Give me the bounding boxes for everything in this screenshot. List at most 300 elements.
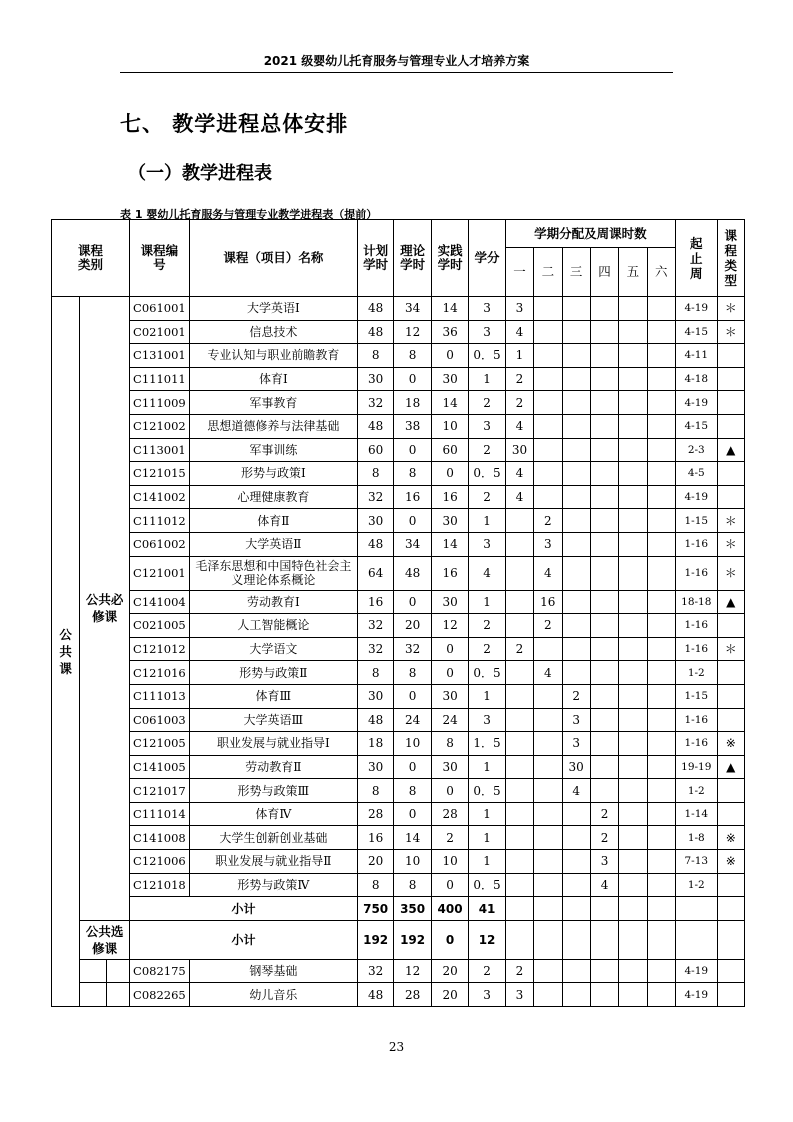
practice-hours: 8: [431, 732, 468, 756]
semester-hours-4: 4: [590, 873, 618, 897]
course-name: 幼儿音乐: [189, 983, 357, 1007]
semester-hours-5: [619, 637, 647, 661]
theory-hours: 10: [394, 732, 431, 756]
subtotal-row: [52, 897, 745, 921]
header-theory-hours: 理论 学时: [394, 220, 431, 297]
table-row: [52, 414, 745, 438]
theory-hours: 8: [394, 873, 431, 897]
semester-hours-6: [647, 320, 675, 344]
table-row: [52, 532, 745, 556]
semester-hours-1: [505, 802, 533, 826]
table-row: [52, 802, 745, 826]
semester-hours-5: [619, 708, 647, 732]
plan-hours: 64: [357, 556, 393, 590]
practice-hours: 28: [431, 802, 468, 826]
subtotal-empty: [505, 920, 533, 959]
start-end-weeks: 4-19: [676, 983, 718, 1007]
semester-hours-4: [590, 661, 618, 685]
semester-hours-3: [562, 485, 590, 509]
semester-hours-6: [647, 873, 675, 897]
semester-hours-2: 3: [534, 532, 562, 556]
credits: 1: [469, 684, 505, 708]
semester-hours-6: [647, 637, 675, 661]
subtotal-empty: [717, 920, 744, 959]
semester-hours-4: [590, 367, 618, 391]
course-code: C111013: [129, 684, 189, 708]
semester-hours-5: [619, 684, 647, 708]
theory-hours: 38: [394, 414, 431, 438]
semester-hours-6: [647, 485, 675, 509]
category-public-required-label: 公共必修课: [85, 592, 124, 625]
semester-hours-2: [534, 367, 562, 391]
semester-hours-2: [534, 320, 562, 344]
semester-hours-2: [534, 755, 562, 779]
semester-hours-3: [562, 983, 590, 1007]
credits: 1: [469, 509, 505, 533]
course-code: C121001: [129, 556, 189, 590]
semester-hours-6: [647, 590, 675, 614]
course-type-mark: [717, 344, 744, 368]
course-type-mark: ＊: [717, 297, 744, 321]
table-row: [52, 462, 745, 486]
semester-hours-1: [505, 532, 533, 556]
theory-hours: 34: [394, 532, 431, 556]
semester-hours-1: 3: [505, 983, 533, 1007]
practice-hours: 2: [431, 826, 468, 850]
subtotal-empty: [562, 897, 590, 921]
semester-hours-1: [505, 614, 533, 638]
theory-hours: 10: [394, 850, 431, 874]
semester-hours-4: 2: [590, 802, 618, 826]
course-type-mark: [717, 802, 744, 826]
course-code: C111011: [129, 367, 189, 391]
credits: 3: [469, 297, 505, 321]
table-row: [52, 732, 745, 756]
semester-hours-3: [562, 320, 590, 344]
semester-hours-2: [534, 414, 562, 438]
practice-hours: 14: [431, 532, 468, 556]
course-code: C121017: [129, 779, 189, 803]
semester-hours-1: [505, 873, 533, 897]
subtotal-label: 小计: [129, 897, 357, 921]
table-row: [52, 614, 745, 638]
course-type-mark: [717, 462, 744, 486]
theory-hours: 32: [394, 637, 431, 661]
elective-subgroup-cell: [106, 983, 129, 1007]
course-name: 人工智能概论: [189, 614, 357, 638]
plan-hours: 8: [357, 344, 393, 368]
plan-hours: 48: [357, 297, 393, 321]
practice-hours: 16: [431, 485, 468, 509]
semester-hours-1: 2: [505, 637, 533, 661]
semester-hours-1: [505, 708, 533, 732]
subtotal-empty: [590, 897, 618, 921]
semester-hours-2: [534, 983, 562, 1007]
course-code: C111012: [129, 509, 189, 533]
semester-hours-3: [562, 850, 590, 874]
course-name: 形势与政策Ⅲ: [189, 779, 357, 803]
plan-hours: 8: [357, 462, 393, 486]
course-code: C121016: [129, 661, 189, 685]
start-end-weeks: 4-15: [676, 414, 718, 438]
semester-hours-2: [534, 462, 562, 486]
practice-hours: 0: [431, 661, 468, 685]
semester-hours-6: [647, 367, 675, 391]
semester-hours-3: [562, 438, 590, 462]
semester-hours-1: [505, 509, 533, 533]
course-code: C082175: [129, 959, 189, 983]
credits: 1: [469, 755, 505, 779]
semester-hours-4: [590, 391, 618, 415]
semester-hours-3: [562, 661, 590, 685]
plan-hours: 60: [357, 438, 393, 462]
semester-hours-5: [619, 779, 647, 803]
start-end-weeks: 4-19: [676, 959, 718, 983]
course-type-mark: [717, 414, 744, 438]
practice-hours: 30: [431, 367, 468, 391]
semester-hours-2: 16: [534, 590, 562, 614]
theory-hours: 0: [394, 438, 431, 462]
header-semester-1: 一: [505, 248, 533, 297]
semester-hours-1: 2: [505, 391, 533, 415]
semester-hours-5: [619, 391, 647, 415]
semester-hours-6: [647, 297, 675, 321]
plan-hours: 48: [357, 320, 393, 344]
credits: 3: [469, 708, 505, 732]
semester-hours-5: [619, 983, 647, 1007]
subtotal-theory: 192: [394, 920, 431, 959]
course-code: C121005: [129, 732, 189, 756]
credits: 0．5: [469, 873, 505, 897]
start-end-weeks: 4-19: [676, 297, 718, 321]
header-credits: 学分: [469, 220, 505, 297]
credits: 3: [469, 414, 505, 438]
table-row: [52, 590, 745, 614]
subtotal-row: [52, 920, 745, 959]
semester-hours-4: [590, 462, 618, 486]
course-type-mark: ※: [717, 850, 744, 874]
semester-hours-3: [562, 873, 590, 897]
semester-hours-5: [619, 344, 647, 368]
subtotal-empty: [534, 920, 562, 959]
subtotal-empty: [676, 920, 718, 959]
course-code: C082265: [129, 983, 189, 1007]
header-practice-hours: 实践 学时: [431, 220, 468, 297]
semester-hours-6: [647, 391, 675, 415]
practice-hours: 20: [431, 983, 468, 1007]
start-end-weeks: 1-2: [676, 779, 718, 803]
semester-hours-3: 30: [562, 755, 590, 779]
practice-hours: 30: [431, 684, 468, 708]
theory-hours: 12: [394, 320, 431, 344]
semester-hours-6: [647, 532, 675, 556]
course-type-mark: ▲: [717, 438, 744, 462]
subtotal-empty: [647, 897, 675, 921]
start-end-weeks: 4-15: [676, 320, 718, 344]
elective-group-cell: [80, 959, 106, 983]
plan-hours: 32: [357, 959, 393, 983]
course-type-mark: [717, 661, 744, 685]
running-header: 2021 级婴幼儿托育服务与管理专业人才培养方案: [263, 54, 530, 68]
practice-hours: 0: [431, 462, 468, 486]
semester-hours-2: [534, 485, 562, 509]
course-name: 大学语文: [189, 637, 357, 661]
semester-hours-1: [505, 850, 533, 874]
semester-hours-4: [590, 732, 618, 756]
semester-hours-5: [619, 755, 647, 779]
semester-hours-6: [647, 802, 675, 826]
semester-hours-3: [562, 509, 590, 533]
subtotal-empty: [717, 897, 744, 921]
semester-hours-3: [562, 391, 590, 415]
plan-hours: 30: [357, 684, 393, 708]
table-row: [52, 826, 745, 850]
semester-hours-6: [647, 614, 675, 638]
credits: 3: [469, 532, 505, 556]
semester-hours-1: [505, 684, 533, 708]
semester-hours-4: [590, 755, 618, 779]
table-row: [52, 485, 745, 509]
course-code: C141005: [129, 755, 189, 779]
course-name: 劳动教育Ⅱ: [189, 755, 357, 779]
semester-hours-2: [534, 438, 562, 462]
semester-hours-6: [647, 509, 675, 533]
start-end-weeks: 2-3: [676, 438, 718, 462]
header-semester-6: 六: [647, 248, 675, 297]
semester-hours-5: [619, 367, 647, 391]
semester-hours-4: [590, 614, 618, 638]
subtotal-empty: [534, 897, 562, 921]
credits: 1: [469, 802, 505, 826]
plan-hours: 48: [357, 532, 393, 556]
header-course-type: 课 程 类 型: [717, 220, 744, 297]
start-end-weeks: 4-18: [676, 367, 718, 391]
course-type-mark: ＊: [717, 320, 744, 344]
semester-hours-3: [562, 344, 590, 368]
semester-hours-4: [590, 959, 618, 983]
practice-hours: 30: [431, 509, 468, 533]
semester-hours-1: 3: [505, 297, 533, 321]
course-type-mark: ※: [717, 732, 744, 756]
course-name: 钢琴基础: [189, 959, 357, 983]
course-code: C141002: [129, 485, 189, 509]
credits: 4: [469, 556, 505, 590]
practice-hours: 60: [431, 438, 468, 462]
header-weeks: 起 止 周: [676, 220, 718, 297]
course-code: C061003: [129, 708, 189, 732]
course-type-mark: [717, 485, 744, 509]
course-type-mark: [717, 873, 744, 897]
course-name: 军事训练: [189, 438, 357, 462]
semester-hours-6: [647, 826, 675, 850]
start-end-weeks: 4-11: [676, 344, 718, 368]
category-public-elective: [80, 920, 130, 959]
course-name: 体育Ⅰ: [189, 367, 357, 391]
course-code: C111009: [129, 391, 189, 415]
plan-hours: 28: [357, 802, 393, 826]
course-code: C141008: [129, 826, 189, 850]
semester-hours-3: [562, 414, 590, 438]
header-semester-2: 二: [534, 248, 562, 297]
semester-hours-1: 4: [505, 320, 533, 344]
course-code: C121018: [129, 873, 189, 897]
table-row: [52, 684, 745, 708]
start-end-weeks: 1-14: [676, 802, 718, 826]
course-name: 体育Ⅳ: [189, 802, 357, 826]
course-code: C113001: [129, 438, 189, 462]
semester-hours-1: 2: [505, 367, 533, 391]
semester-hours-3: [562, 556, 590, 590]
header-plan-hours: 计划 学时: [357, 220, 393, 297]
practice-hours: 14: [431, 297, 468, 321]
header-category: 课程 类别: [52, 220, 130, 297]
credits: 0．5: [469, 462, 505, 486]
credits: 1: [469, 367, 505, 391]
semester-hours-2: 2: [534, 509, 562, 533]
subtotal-empty: [619, 897, 647, 921]
header-name: 课程（项目）名称: [189, 220, 357, 297]
semester-hours-3: 4: [562, 779, 590, 803]
start-end-weeks: 1-2: [676, 873, 718, 897]
credits: 1: [469, 850, 505, 874]
credits: 3: [469, 983, 505, 1007]
table-row: [52, 779, 745, 803]
semester-hours-4: [590, 485, 618, 509]
semester-hours-4: [590, 509, 618, 533]
course-name: 毛泽东思想和中国特色社会主义理论体系概论: [189, 556, 357, 590]
course-type-mark: [717, 684, 744, 708]
table-row: [52, 320, 745, 344]
start-end-weeks: 1-16: [676, 708, 718, 732]
practice-hours: 0: [431, 873, 468, 897]
start-end-weeks: 4-5: [676, 462, 718, 486]
semester-hours-6: [647, 708, 675, 732]
course-name: 体育Ⅱ: [189, 509, 357, 533]
theory-hours: 14: [394, 826, 431, 850]
credits: 2: [469, 637, 505, 661]
table-row: [52, 637, 745, 661]
subtotal-plan: 750: [357, 897, 393, 921]
semester-hours-6: [647, 414, 675, 438]
table-row: [52, 556, 745, 590]
semester-hours-2: [534, 344, 562, 368]
semester-hours-3: 3: [562, 708, 590, 732]
header-semester-5: 五: [619, 248, 647, 297]
semester-hours-2: 2: [534, 614, 562, 638]
theory-hours: 24: [394, 708, 431, 732]
course-type-mark: [717, 391, 744, 415]
table-caption: 表 1 婴幼儿托育服务与管理专业教学进程表（提前）: [120, 208, 378, 221]
theory-hours: 16: [394, 485, 431, 509]
course-type-mark: [717, 708, 744, 732]
course-type-mark: [717, 779, 744, 803]
course-type-mark: ＊: [717, 509, 744, 533]
header-semester-group: 学期分配及周课时数: [505, 220, 675, 248]
subtotal-empty: [562, 920, 590, 959]
course-name: 形势与政策Ⅱ: [189, 661, 357, 685]
semester-hours-2: [534, 297, 562, 321]
course-code: C121012: [129, 637, 189, 661]
semester-hours-2: [534, 391, 562, 415]
start-end-weeks: 1-15: [676, 509, 718, 533]
header-code: 课程编 号: [129, 220, 189, 297]
semester-hours-5: [619, 414, 647, 438]
course-code: C021001: [129, 320, 189, 344]
category-public-required: [80, 297, 130, 921]
practice-hours: 0: [431, 344, 468, 368]
semester-hours-6: [647, 462, 675, 486]
semester-hours-4: [590, 320, 618, 344]
semester-hours-6: [647, 556, 675, 590]
semester-hours-6: [647, 684, 675, 708]
semester-hours-2: [534, 802, 562, 826]
theory-hours: 8: [394, 779, 431, 803]
semester-hours-1: [505, 661, 533, 685]
course-code: C061001: [129, 297, 189, 321]
semester-hours-6: [647, 983, 675, 1007]
semester-hours-5: [619, 320, 647, 344]
subtotal-practice: 400: [431, 897, 468, 921]
start-end-weeks: 1-16: [676, 732, 718, 756]
semester-hours-3: [562, 297, 590, 321]
semester-hours-5: [619, 661, 647, 685]
semester-hours-1: 1: [505, 344, 533, 368]
course-name: 思想道德修养与法律基础: [189, 414, 357, 438]
subtotal-label: 小计: [129, 920, 357, 959]
theory-hours: 34: [394, 297, 431, 321]
start-end-weeks: 1-15: [676, 684, 718, 708]
semester-hours-4: [590, 556, 618, 590]
semester-hours-3: [562, 462, 590, 486]
practice-hours: 10: [431, 850, 468, 874]
practice-hours: 20: [431, 959, 468, 983]
semester-hours-2: [534, 637, 562, 661]
semester-hours-2: [534, 779, 562, 803]
semester-hours-1: 30: [505, 438, 533, 462]
course-type-mark: ＊: [717, 637, 744, 661]
course-type-mark: [717, 983, 744, 1007]
semester-hours-4: [590, 684, 618, 708]
theory-hours: 8: [394, 661, 431, 685]
practice-hours: 30: [431, 755, 468, 779]
plan-hours: 48: [357, 414, 393, 438]
plan-hours: 48: [357, 983, 393, 1007]
teaching-schedule-table: [51, 219, 745, 1007]
semester-hours-6: [647, 959, 675, 983]
semester-hours-2: [534, 826, 562, 850]
semester-hours-4: [590, 414, 618, 438]
start-end-weeks: 19-19: [676, 755, 718, 779]
course-name: 职业发展与就业指导Ⅰ: [189, 732, 357, 756]
semester-hours-3: 3: [562, 732, 590, 756]
table-row: [52, 438, 745, 462]
theory-hours: 8: [394, 462, 431, 486]
credits: 1．5: [469, 732, 505, 756]
subtotal-theory: 350: [394, 897, 431, 921]
semester-hours-5: [619, 485, 647, 509]
semester-hours-1: [505, 556, 533, 590]
semester-hours-6: [647, 661, 675, 685]
elective-subgroup-cell: [106, 959, 129, 983]
practice-hours: 10: [431, 414, 468, 438]
credits: 1: [469, 826, 505, 850]
course-type-mark: [717, 959, 744, 983]
course-code: C121015: [129, 462, 189, 486]
semester-hours-4: 2: [590, 826, 618, 850]
theory-hours: 28: [394, 983, 431, 1007]
table-row: [52, 367, 745, 391]
table-row: [52, 983, 745, 1007]
